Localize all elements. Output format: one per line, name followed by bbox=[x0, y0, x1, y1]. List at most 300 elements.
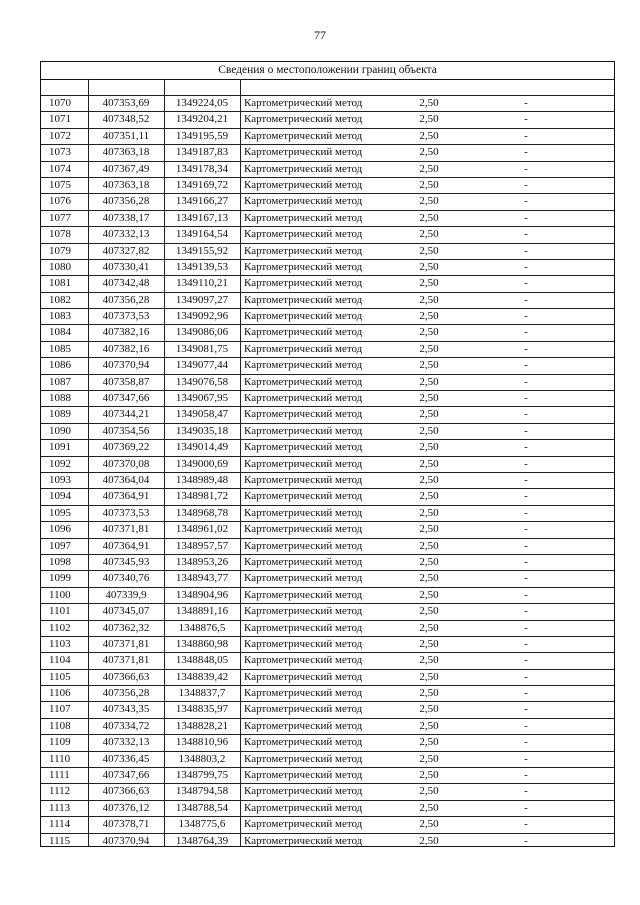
accuracy-cell: 2,50 bbox=[419, 260, 439, 273]
method-cell: Картометрический метод bbox=[244, 769, 363, 782]
table-row bbox=[41, 324, 614, 340]
x-coordinate-cell: 407378,71 bbox=[102, 818, 150, 831]
accuracy-cell: 2,50 bbox=[419, 375, 439, 388]
accuracy-cell: 2,50 bbox=[419, 162, 439, 175]
y-coordinate-cell: 1349076,58 bbox=[175, 375, 229, 388]
accuracy-cell: 2,50 bbox=[419, 687, 439, 700]
method-cell: Картометрический метод bbox=[244, 588, 363, 601]
method-cell: Картометрический метод bbox=[244, 719, 363, 732]
accuracy-cell: 2,50 bbox=[419, 801, 439, 814]
method-cell: Картометрический метод bbox=[244, 473, 363, 486]
x-coordinate-cell: 407344,21 bbox=[102, 408, 150, 421]
note-cell: - bbox=[524, 293, 528, 306]
point-number-cell: 1115 bbox=[49, 834, 71, 847]
y-coordinate-cell: 1349067,95 bbox=[175, 392, 229, 405]
point-number-cell: 1090 bbox=[49, 424, 71, 437]
y-coordinate-cell: 1349058,47 bbox=[175, 408, 229, 421]
y-coordinate-cell: 1348764,39 bbox=[175, 834, 229, 847]
y-coordinate-cell: 1349195,59 bbox=[175, 129, 229, 142]
note-cell: - bbox=[524, 506, 528, 519]
point-number-cell: 1087 bbox=[49, 375, 71, 388]
note-cell: - bbox=[524, 588, 528, 601]
y-coordinate-cell: 1349110,21 bbox=[176, 277, 228, 290]
point-number-cell: 1091 bbox=[49, 441, 71, 454]
point-number-cell: 1102 bbox=[49, 621, 71, 634]
table-row bbox=[41, 357, 614, 373]
table-title: Сведения о местоположении границ объекта bbox=[41, 62, 614, 80]
point-number-cell: 1078 bbox=[49, 228, 71, 241]
note-cell: - bbox=[524, 719, 528, 732]
accuracy-cell: 2,50 bbox=[419, 473, 439, 486]
table-row bbox=[41, 652, 614, 668]
x-coordinate-cell: 407376,12 bbox=[102, 801, 150, 814]
note-cell: - bbox=[524, 342, 528, 355]
x-coordinate-cell: 407371,81 bbox=[102, 637, 150, 650]
note-cell: - bbox=[524, 670, 528, 683]
x-coordinate-cell: 407363,18 bbox=[102, 146, 150, 159]
y-coordinate-cell: 1348876,5 bbox=[178, 621, 226, 634]
accuracy-cell: 2,50 bbox=[419, 424, 439, 437]
note-cell: - bbox=[524, 687, 528, 700]
method-cell: Картометрический метод bbox=[244, 457, 363, 470]
y-coordinate-cell: 1348860,98 bbox=[175, 637, 229, 650]
x-coordinate-cell: 407371,81 bbox=[102, 654, 150, 667]
accuracy-cell: 2,50 bbox=[419, 572, 439, 585]
x-coordinate-cell: 407336,45 bbox=[102, 752, 150, 765]
note-cell: - bbox=[524, 834, 528, 847]
table-row bbox=[41, 718, 614, 734]
note-cell: - bbox=[524, 146, 528, 159]
table-row bbox=[41, 161, 614, 177]
x-coordinate-cell: 407351,11 bbox=[102, 129, 150, 142]
point-number-cell: 1085 bbox=[49, 342, 71, 355]
accuracy-cell: 2,50 bbox=[419, 97, 439, 109]
accuracy-cell: 2,50 bbox=[419, 752, 439, 765]
note-cell: - bbox=[524, 162, 528, 175]
note-cell: - bbox=[524, 129, 528, 142]
point-number-cell: 1101 bbox=[49, 605, 71, 618]
table-row bbox=[41, 374, 614, 390]
note-cell: - bbox=[524, 457, 528, 470]
y-coordinate-cell: 1349224,05 bbox=[175, 97, 229, 109]
accuracy-cell: 2,50 bbox=[419, 555, 439, 568]
method-cell: Картометрический метод bbox=[244, 195, 363, 208]
point-number-cell: 1114 bbox=[49, 818, 71, 831]
y-coordinate-cell: 1348775,6 bbox=[178, 818, 226, 831]
x-coordinate-cell: 407364,04 bbox=[102, 473, 150, 486]
table-row bbox=[41, 800, 614, 816]
note-cell: - bbox=[524, 785, 528, 798]
x-coordinate-cell: 407348,52 bbox=[102, 113, 150, 126]
y-coordinate-cell: 1349164,54 bbox=[175, 228, 229, 241]
method-cell: Картометрический метод bbox=[244, 310, 363, 323]
note-cell: - bbox=[524, 539, 528, 552]
table-row bbox=[41, 423, 614, 439]
note-cell: - bbox=[524, 359, 528, 372]
accuracy-cell: 2,50 bbox=[419, 785, 439, 798]
note-cell: - bbox=[524, 572, 528, 585]
point-number-cell: 1092 bbox=[49, 457, 71, 470]
note-cell: - bbox=[524, 818, 528, 831]
method-cell: Картометрический метод bbox=[244, 637, 363, 650]
table-row bbox=[41, 226, 614, 242]
note-cell: - bbox=[524, 195, 528, 208]
table-row bbox=[41, 751, 614, 767]
method-cell: Картометрический метод bbox=[244, 441, 363, 454]
x-coordinate-cell: 407363,18 bbox=[102, 178, 150, 191]
table-body bbox=[41, 95, 614, 849]
table-row bbox=[41, 833, 614, 849]
note-cell: - bbox=[524, 178, 528, 191]
method-cell: Картометрический метод bbox=[244, 523, 363, 536]
accuracy-cell: 2,50 bbox=[419, 277, 439, 290]
method-cell: Картометрический метод bbox=[244, 129, 363, 142]
point-number-cell: 1108 bbox=[49, 719, 71, 732]
accuracy-cell: 2,50 bbox=[419, 621, 439, 634]
method-cell: Картометрический метод bbox=[244, 342, 363, 355]
method-cell: Картометрический метод bbox=[244, 506, 363, 519]
table-row bbox=[41, 767, 614, 783]
accuracy-cell: 2,50 bbox=[419, 506, 439, 519]
point-number-cell: 1107 bbox=[49, 703, 71, 716]
point-number-cell: 1074 bbox=[49, 162, 71, 175]
note-cell: - bbox=[524, 375, 528, 388]
point-number-cell: 1086 bbox=[49, 359, 71, 372]
y-coordinate-cell: 1348803,2 bbox=[178, 752, 226, 765]
y-coordinate-cell: 1349139,53 bbox=[175, 260, 229, 273]
table-row bbox=[41, 636, 614, 652]
point-number-cell: 1097 bbox=[49, 539, 71, 552]
table-row bbox=[41, 308, 614, 324]
point-number-cell: 1070 bbox=[49, 97, 71, 109]
point-number-cell: 1088 bbox=[49, 392, 71, 405]
y-coordinate-cell: 1348837,7 bbox=[178, 687, 226, 700]
point-number-cell: 1109 bbox=[49, 736, 71, 749]
accuracy-cell: 2,50 bbox=[419, 703, 439, 716]
note-cell: - bbox=[524, 441, 528, 454]
y-coordinate-cell: 1349204,21 bbox=[175, 113, 229, 126]
note-cell: - bbox=[524, 244, 528, 257]
point-number-cell: 1113 bbox=[49, 801, 71, 814]
note-cell: - bbox=[524, 523, 528, 536]
x-coordinate-cell: 407332,13 bbox=[102, 228, 150, 241]
accuracy-cell: 2,50 bbox=[419, 457, 439, 470]
method-cell: Картометрический метод bbox=[244, 621, 363, 634]
method-cell: Картометрический метод bbox=[244, 228, 363, 241]
method-cell: Картометрический метод bbox=[244, 654, 363, 667]
note-cell: - bbox=[524, 228, 528, 241]
y-coordinate-cell: 1348961,02 bbox=[175, 523, 229, 536]
point-number-cell: 1082 bbox=[49, 293, 71, 306]
accuracy-cell: 2,50 bbox=[419, 129, 439, 142]
x-coordinate-cell: 407362,32 bbox=[102, 621, 150, 634]
table-row bbox=[41, 685, 614, 701]
note-cell: - bbox=[524, 490, 528, 503]
accuracy-cell: 2,50 bbox=[419, 588, 439, 601]
point-number-cell: 1075 bbox=[49, 178, 71, 191]
table-row bbox=[41, 538, 614, 554]
accuracy-cell: 2,50 bbox=[419, 637, 439, 650]
accuracy-cell: 2,50 bbox=[419, 359, 439, 372]
method-cell: Картометрический метод bbox=[244, 572, 363, 585]
x-coordinate-cell: 407334,72 bbox=[102, 719, 150, 732]
method-cell: Картометрический метод bbox=[244, 818, 363, 831]
x-coordinate-cell: 407367,49 bbox=[102, 162, 150, 175]
accuracy-cell: 2,50 bbox=[419, 539, 439, 552]
method-cell: Картометрический метод bbox=[244, 293, 363, 306]
method-cell: Картометрический метод bbox=[244, 326, 363, 339]
x-coordinate-cell: 407370,08 bbox=[102, 457, 150, 470]
x-coordinate-cell: 407354,56 bbox=[102, 424, 150, 437]
method-cell: Картометрический метод bbox=[244, 178, 363, 191]
method-cell: Картометрический метод bbox=[244, 752, 363, 765]
x-coordinate-cell: 407373,53 bbox=[102, 506, 150, 519]
x-coordinate-cell: 407338,17 bbox=[102, 211, 150, 224]
method-cell: Картометрический метод bbox=[244, 260, 363, 273]
x-coordinate-cell: 407330,41 bbox=[102, 260, 150, 273]
accuracy-cell: 2,50 bbox=[419, 326, 439, 339]
y-coordinate-cell: 1348953,26 bbox=[175, 555, 229, 568]
x-coordinate-cell: 407340,76 bbox=[102, 572, 150, 585]
note-cell: - bbox=[524, 211, 528, 224]
y-coordinate-cell: 1348989,48 bbox=[175, 473, 229, 486]
y-coordinate-cell: 1348839,42 bbox=[175, 670, 229, 683]
method-cell: Картометрический метод bbox=[244, 162, 363, 175]
y-coordinate-cell: 1349086,06 bbox=[175, 326, 229, 339]
point-number-cell: 1079 bbox=[49, 244, 71, 257]
note-cell: - bbox=[524, 277, 528, 290]
table-row bbox=[41, 292, 614, 308]
point-number-cell: 1084 bbox=[49, 326, 71, 339]
note-cell: - bbox=[524, 473, 528, 486]
method-cell: Картометрический метод bbox=[244, 670, 363, 683]
table-row bbox=[41, 701, 614, 717]
method-cell: Картометрический метод bbox=[244, 555, 363, 568]
y-coordinate-cell: 1348957,57 bbox=[175, 539, 229, 552]
table-row bbox=[41, 816, 614, 832]
point-number-cell: 1110 bbox=[49, 752, 71, 765]
accuracy-cell: 2,50 bbox=[419, 195, 439, 208]
y-coordinate-cell: 1348968,78 bbox=[175, 506, 229, 519]
y-coordinate-cell: 1348835,97 bbox=[175, 703, 229, 716]
table-row bbox=[41, 259, 614, 275]
accuracy-cell: 2,50 bbox=[419, 654, 439, 667]
accuracy-cell: 2,50 bbox=[419, 310, 439, 323]
method-cell: Картометрический метод bbox=[244, 801, 363, 814]
method-cell: Картометрический метод bbox=[244, 359, 363, 372]
y-coordinate-cell: 1349014,49 bbox=[175, 441, 229, 454]
point-number-cell: 1106 bbox=[49, 687, 71, 700]
table-row bbox=[41, 144, 614, 160]
method-cell: Картометрический метод bbox=[244, 277, 363, 290]
point-number-cell: 1100 bbox=[49, 588, 71, 601]
x-coordinate-cell: 407347,66 bbox=[102, 392, 150, 405]
note-cell: - bbox=[524, 326, 528, 339]
x-coordinate-cell: 407373,53 bbox=[102, 310, 150, 323]
y-coordinate-cell: 1348904,96 bbox=[175, 588, 229, 601]
table-row bbox=[41, 734, 614, 750]
point-number-cell: 1104 bbox=[49, 654, 71, 667]
y-coordinate-cell: 1348943,77 bbox=[175, 572, 229, 585]
note-cell: - bbox=[524, 260, 528, 273]
x-coordinate-cell: 407347,66 bbox=[102, 769, 150, 782]
method-cell: Картометрический метод bbox=[244, 392, 363, 405]
table-row bbox=[41, 669, 614, 685]
accuracy-cell: 2,50 bbox=[419, 719, 439, 732]
table-row bbox=[41, 603, 614, 619]
y-coordinate-cell: 1348788,54 bbox=[175, 801, 229, 814]
method-cell: Картометрический метод bbox=[244, 408, 363, 421]
table-row bbox=[41, 177, 614, 193]
note-cell: - bbox=[524, 752, 528, 765]
accuracy-cell: 2,50 bbox=[419, 818, 439, 831]
method-cell: Картометрический метод bbox=[244, 539, 363, 552]
accuracy-cell: 2,50 bbox=[419, 408, 439, 421]
point-number-cell: 1072 bbox=[49, 129, 71, 142]
x-coordinate-cell: 407369,22 bbox=[102, 441, 150, 454]
y-coordinate-cell: 1349035,18 bbox=[175, 424, 229, 437]
method-cell: Картометрический метод bbox=[244, 244, 363, 257]
note-cell: - bbox=[524, 801, 528, 814]
x-coordinate-cell: 407353,69 bbox=[102, 97, 150, 109]
point-number-cell: 1094 bbox=[49, 490, 71, 503]
x-coordinate-cell: 407356,28 bbox=[102, 195, 150, 208]
point-number-cell: 1096 bbox=[49, 523, 71, 536]
y-coordinate-cell: 1349169,72 bbox=[175, 178, 229, 191]
x-coordinate-cell: 407364,91 bbox=[102, 490, 150, 503]
accuracy-cell: 2,50 bbox=[419, 293, 439, 306]
table-row bbox=[41, 587, 614, 603]
y-coordinate-cell: 1348794,58 bbox=[175, 785, 229, 798]
point-number-cell: 1076 bbox=[49, 195, 71, 208]
note-cell: - bbox=[524, 424, 528, 437]
table-row bbox=[41, 193, 614, 209]
note-cell: - bbox=[524, 408, 528, 421]
x-coordinate-cell: 407366,63 bbox=[102, 785, 150, 798]
boundary-table bbox=[40, 61, 615, 847]
accuracy-cell: 2,50 bbox=[419, 736, 439, 749]
y-coordinate-cell: 1349167,13 bbox=[175, 211, 229, 224]
note-cell: - bbox=[524, 703, 528, 716]
y-coordinate-cell: 1348810,96 bbox=[175, 736, 229, 749]
y-coordinate-cell: 1349081,75 bbox=[175, 342, 229, 355]
table-row bbox=[41, 210, 614, 226]
accuracy-cell: 2,50 bbox=[419, 178, 439, 191]
method-cell: Картометрический метод bbox=[244, 785, 363, 798]
accuracy-cell: 2,50 bbox=[419, 392, 439, 405]
method-cell: Картометрический метод bbox=[244, 687, 363, 700]
table-row bbox=[41, 521, 614, 537]
note-cell: - bbox=[524, 392, 528, 405]
point-number-cell: 1077 bbox=[49, 211, 71, 224]
table-row bbox=[41, 456, 614, 472]
method-cell: Картометрический метод bbox=[244, 605, 363, 618]
point-number-cell: 1080 bbox=[49, 260, 71, 273]
method-cell: Картометрический метод bbox=[244, 113, 363, 126]
y-coordinate-cell: 1349178,34 bbox=[175, 162, 229, 175]
accuracy-cell: 2,50 bbox=[419, 113, 439, 126]
accuracy-cell: 2,50 bbox=[419, 342, 439, 355]
accuracy-cell: 2,50 bbox=[419, 834, 439, 847]
method-cell: Картометрический метод bbox=[244, 211, 363, 224]
note-cell: - bbox=[524, 736, 528, 749]
method-cell: Картометрический метод bbox=[244, 490, 363, 503]
y-coordinate-cell: 1349000,69 bbox=[175, 457, 229, 470]
note-cell: - bbox=[524, 310, 528, 323]
table-row bbox=[41, 390, 614, 406]
table-row bbox=[41, 111, 614, 127]
y-coordinate-cell: 1349097,27 bbox=[175, 293, 229, 306]
x-coordinate-cell: 407332,13 bbox=[102, 736, 150, 749]
table-row bbox=[41, 275, 614, 291]
accuracy-cell: 2,50 bbox=[419, 605, 439, 618]
x-coordinate-cell: 407382,16 bbox=[102, 326, 150, 339]
x-coordinate-cell: 407370,94 bbox=[102, 359, 150, 372]
x-coordinate-cell: 407356,28 bbox=[102, 687, 150, 700]
table-row bbox=[41, 439, 614, 455]
accuracy-cell: 2,50 bbox=[419, 146, 439, 159]
table-row bbox=[41, 620, 614, 636]
accuracy-cell: 2,50 bbox=[419, 670, 439, 683]
table-row bbox=[41, 406, 614, 422]
y-coordinate-cell: 1348799,75 bbox=[175, 769, 229, 782]
accuracy-cell: 2,50 bbox=[419, 441, 439, 454]
point-number-cell: 1071 bbox=[49, 113, 71, 126]
y-coordinate-cell: 1348828,21 bbox=[175, 719, 229, 732]
note-cell: - bbox=[524, 654, 528, 667]
y-coordinate-cell: 1349077,44 bbox=[175, 359, 229, 372]
note-cell: - bbox=[524, 769, 528, 782]
note-cell: - bbox=[524, 605, 528, 618]
x-coordinate-cell: 407364,91 bbox=[102, 539, 150, 552]
point-number-cell: 1099 bbox=[49, 572, 71, 585]
accuracy-cell: 2,50 bbox=[419, 523, 439, 536]
point-number-cell: 1081 bbox=[49, 277, 71, 290]
point-number-cell: 1098 bbox=[49, 555, 71, 568]
note-cell: - bbox=[524, 113, 528, 126]
method-cell: Картометрический метод bbox=[244, 146, 363, 159]
x-coordinate-cell: 407358,87 bbox=[102, 375, 150, 388]
table-row bbox=[41, 554, 614, 570]
table-row bbox=[41, 243, 614, 259]
table-row bbox=[41, 505, 614, 521]
x-coordinate-cell: 407370,94 bbox=[102, 834, 150, 847]
point-number-cell: 1073 bbox=[49, 146, 71, 159]
point-number-cell: 1095 bbox=[49, 506, 71, 519]
method-cell: Картометрический метод bbox=[244, 736, 363, 749]
x-coordinate-cell: 407343,35 bbox=[102, 703, 150, 716]
accuracy-cell: 2,50 bbox=[419, 490, 439, 503]
note-cell: - bbox=[524, 97, 528, 109]
y-coordinate-cell: 1348891,16 bbox=[175, 605, 229, 618]
y-coordinate-cell: 1349166,27 bbox=[175, 195, 229, 208]
method-cell: Картометрический метод bbox=[244, 703, 363, 716]
method-cell: Картометрический метод bbox=[244, 97, 363, 109]
y-coordinate-cell: 1348981,72 bbox=[175, 490, 229, 503]
method-cell: Картометрический метод bbox=[244, 834, 363, 847]
y-coordinate-cell: 1349155,92 bbox=[175, 244, 229, 257]
point-number-cell: 1105 bbox=[49, 670, 71, 683]
x-coordinate-cell: 407345,93 bbox=[102, 555, 150, 568]
note-cell: - bbox=[524, 621, 528, 634]
x-coordinate-cell: 407345,07 bbox=[102, 605, 150, 618]
point-number-cell: 1083 bbox=[49, 310, 71, 323]
method-cell: Картометрический метод bbox=[244, 375, 363, 388]
point-number-cell: 1103 bbox=[49, 637, 71, 650]
x-coordinate-cell: 407327,82 bbox=[102, 244, 150, 257]
y-coordinate-cell: 1348848,05 bbox=[175, 654, 229, 667]
page-number: 77 bbox=[314, 28, 326, 42]
